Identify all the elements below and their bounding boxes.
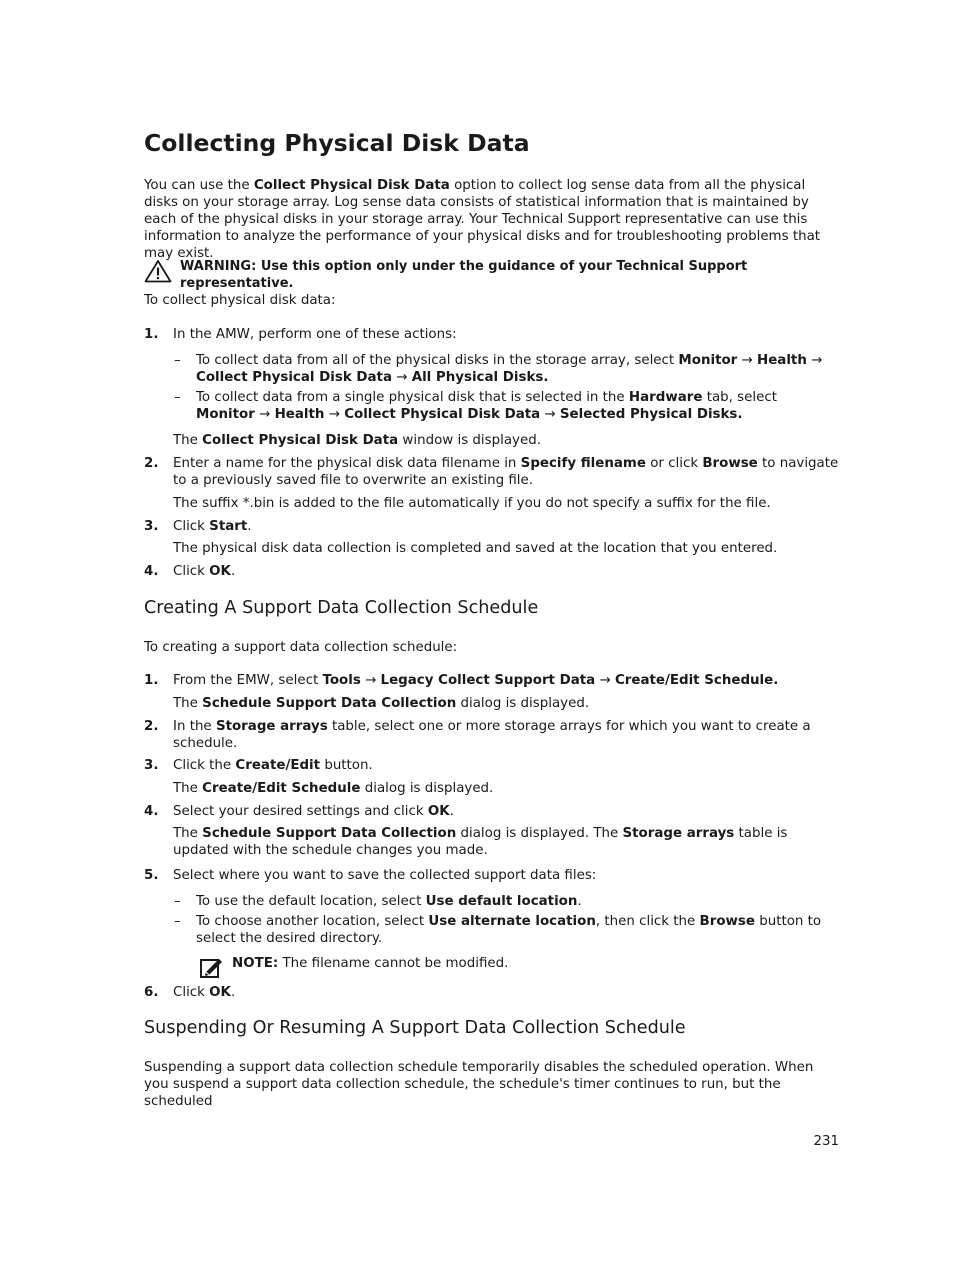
note-text: NOTE: The filename cannot be modified. — [232, 956, 509, 971]
step-text: Select where you want to save the collected support data files: — [173, 868, 597, 883]
step-number: 6. — [144, 985, 159, 1000]
intro-paragraph: You can use the Collect Physical Disk Data option to collect log sense data from all the physical disks on your storage array. Log sense data consists of statistical information that is maintained by each of the physical disks in your storage array. Your Technical Support representative can use this information to analyze the performance of your physical disks and for troubleshooting problems that may exist. — [144, 178, 821, 261]
step-number: 1. — [144, 673, 159, 688]
bullet-dash: – — [174, 353, 181, 368]
step-result: The suffix *.bin is added to the file automatically if you do not specify a suffix for the file. — [173, 496, 771, 511]
step-number: 5. — [144, 868, 159, 883]
step-text: From the EMW, select Tools → Legacy Collect Support Data → Create/Edit Schedule. — [173, 673, 779, 688]
sub-step-text: To choose another location, select Use alternate location, then click the Browse button to select the desired directory. — [196, 914, 822, 946]
sub-step-text: To collect data from all of the physical disks in the storage array, select Monitor → Health → Collect Physical Disk Data → All Physical Disks. — [196, 353, 823, 385]
step-result: The Schedule Support Data Collection dialog is displayed. — [173, 696, 590, 711]
step-number: 4. — [144, 564, 159, 579]
document-page — [144, 0, 839, 1268]
sub-step-text: To use the default location, select Use default location. — [196, 894, 582, 909]
page-number: 231 — [813, 1134, 839, 1149]
step-text: Select your desired settings and click OK. — [173, 804, 454, 819]
step-number: 4. — [144, 804, 159, 819]
note-callout — [200, 954, 840, 980]
note-pencil-icon — [200, 956, 224, 978]
warning-text: WARNING: Use this option only under the guidance of your Technical Support representative. — [180, 259, 748, 291]
procedure-lead: To creating a support data collection schedule: — [144, 640, 458, 655]
section-heading: Creating A Support Data Collection Schedule — [144, 598, 539, 618]
step-result: The Create/Edit Schedule dialog is displayed. — [173, 781, 494, 796]
step-text: Enter a name for the physical disk data filename in Specify filename or click Browse to navigate to a previously saved file to overwrite an existing file. — [173, 456, 839, 488]
section-paragraph: Suspending a support data collection schedule temporarily disables the scheduled operation. When you suspend a support data collection schedule, the schedule's timer continues to run, but the scheduled — [144, 1060, 814, 1109]
procedure-lead: To collect physical disk data: — [144, 293, 336, 308]
step-text: Click OK. — [173, 564, 236, 579]
page-title: Collecting Physical Disk Data — [144, 129, 530, 157]
step-number: 3. — [144, 758, 159, 773]
bullet-dash: – — [174, 914, 181, 929]
step-text: Click Start. — [173, 519, 252, 534]
bullet-dash: – — [174, 894, 181, 909]
step-text: In the AMW, perform one of these actions: — [173, 327, 457, 342]
step-number: 3. — [144, 519, 159, 534]
step-text: In the Storage arrays table, select one or more storage arrays for which you want to create a schedule. — [173, 719, 811, 751]
step-number: 1. — [144, 327, 159, 342]
bullet-dash: – — [174, 390, 181, 405]
step-text: Click the Create/Edit button. — [173, 758, 373, 773]
step-result: The Schedule Support Data Collection dialog is displayed. The Storage arrays table is updated with the schedule changes you made. — [173, 826, 788, 858]
step-result: The physical disk data collection is completed and saved at the location that you entered. — [173, 541, 778, 556]
step-number: 2. — [144, 456, 159, 471]
warning-icon — [144, 259, 172, 283]
warning-callout — [144, 257, 839, 291]
sub-step-text: To collect data from a single physical disk that is selected in the Hardware tab, select Monitor → Health → Collect Physical Disk Data → Selected Physical Disks. — [196, 390, 777, 422]
step-number: 2. — [144, 719, 159, 734]
step-result: The Collect Physical Disk Data window is displayed. — [173, 433, 541, 448]
step-text: Click OK. — [173, 985, 236, 1000]
section-heading: Suspending Or Resuming A Support Data Collection Schedule — [144, 1018, 686, 1038]
